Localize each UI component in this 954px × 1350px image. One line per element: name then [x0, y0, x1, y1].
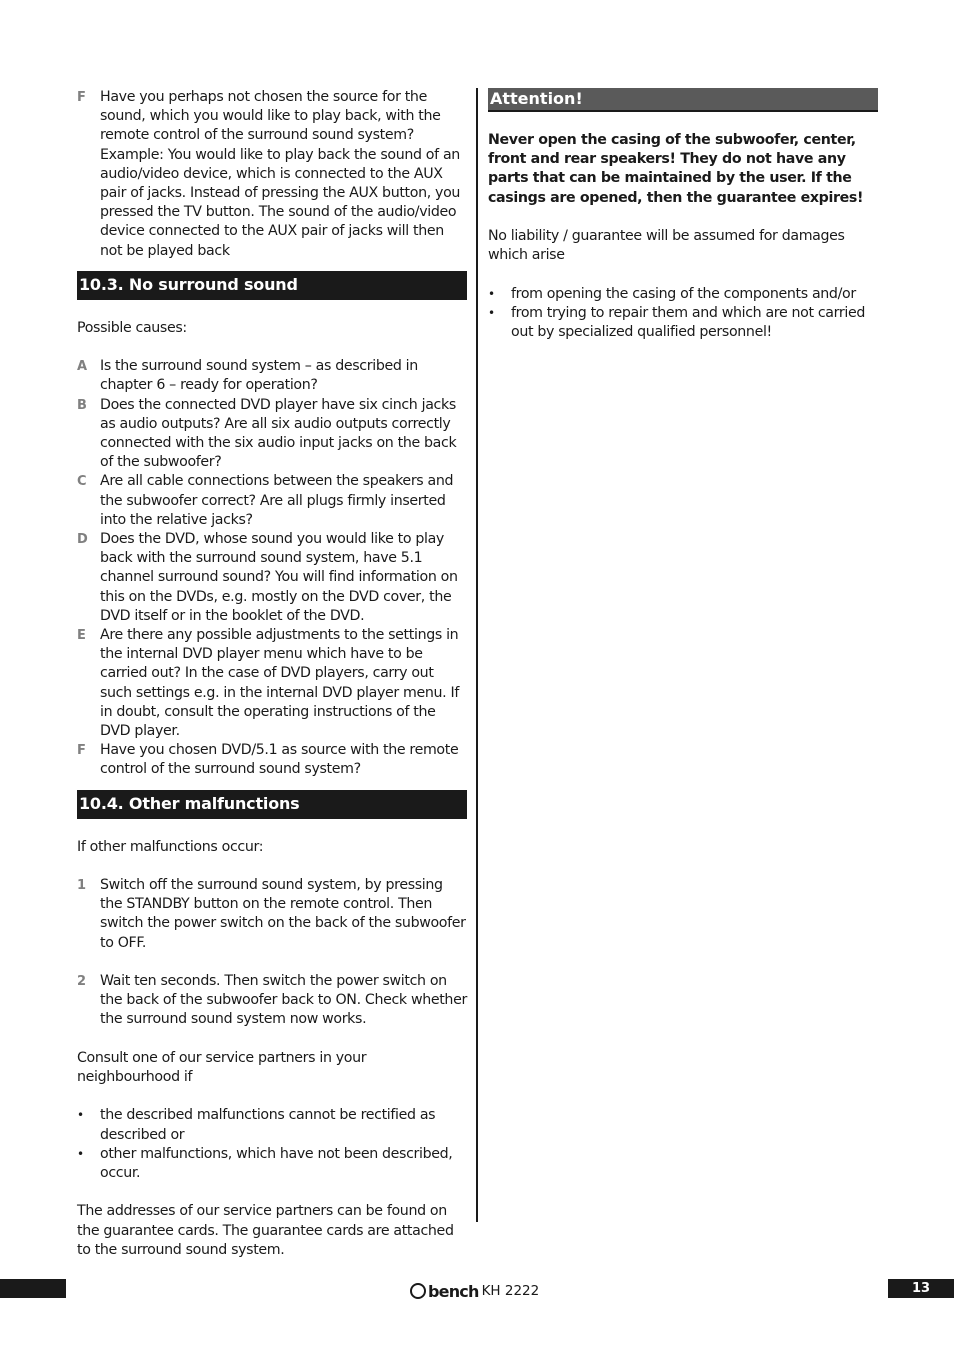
bullet-text: the described malfunctions cannot be rectified as described or: [100, 1107, 436, 1143]
list-item: [77, 741, 467, 779]
step-item: [77, 876, 467, 953]
item-text: Does the connected DVD player have six cinch jacks as audio outputs? Are all six audio outputs correctly connected with the six audio input jacks on the back of the subwoofer?: [100, 396, 457, 471]
item-label: F: [77, 90, 86, 105]
bullet-text: from opening the casing of the components and/or: [511, 285, 856, 302]
closing-paragraph: The addresses of our service partners can be found on the guarantee cards. The guarantee cards are attached to the surround sound system.: [77, 1203, 454, 1258]
bullet-icon: •: [77, 1108, 84, 1123]
bullet-item: [488, 304, 878, 342]
section-heading-10-4: 10.4. Other malfunctions: [77, 790, 467, 819]
footer-brand: [410, 1281, 539, 1301]
list-item: [77, 396, 467, 473]
bullet-item: [488, 285, 878, 304]
step-text: Switch off the surround sound system, by pressing the STANDBY button on the remote control. Then switch the power switch on the back of the subwoofer to OFF.: [100, 877, 466, 951]
section-intro: Possible causes:: [77, 319, 187, 336]
item-label: F: [77, 743, 86, 759]
brand-logo: bench: [428, 1281, 479, 1301]
bullet-item: [77, 1145, 467, 1183]
bullet-text: other malfunctions, which have not been described, occur.: [100, 1145, 453, 1182]
item-label: E: [77, 628, 86, 644]
section-heading-10-3: 10.3. No surround sound: [77, 271, 467, 300]
column-divider: [476, 88, 478, 1222]
step-number: 2: [77, 974, 86, 990]
bullet-icon: •: [488, 305, 495, 320]
item-label: B: [77, 397, 87, 413]
item-text: Have you perhaps not chosen the source for the sound, which you would like to play back, with the remote control of the surround sound system? Example: You would like to play back the sound of an audio/video device, which is connected to the AUX pair of jacks. Instead of pressing the AUX button, you pressed the TV button. The sound of the audio/video device connected to the AUX pair of jacks will then not be played back: [100, 89, 461, 259]
item-text: Does the DVD, whose sound you would like to play back with the surround sound system, have 5.1 channel surround sound? You will find information on this on the DVDs, e.g. mostly on the DVD cover, the DVD itself or in the booklet of the DVD.: [100, 531, 458, 624]
step-item: [77, 972, 467, 1030]
attention-heading: Attention!: [488, 88, 878, 112]
item-label: A: [77, 359, 87, 375]
liability-text: No liability / guarantee will be assumed for damages which arise: [488, 228, 845, 264]
bench-logo-icon: [410, 1283, 426, 1299]
list-item: [77, 472, 467, 530]
right-column: [488, 88, 878, 342]
section-intro: If other malfunctions occur:: [77, 838, 264, 855]
causes-list: [77, 357, 467, 779]
warning-text: Never open the casing of the subwoofer, center, front and rear speakers! They do not have any parts that can be maintained by the user. If the casings are opened, then the guarantee expires!: [488, 132, 864, 206]
item-text: Is the surround sound system – as described in chapter 6 – ready for operation?: [100, 358, 418, 394]
list-item: [77, 357, 467, 395]
list-item: [77, 530, 467, 626]
item-label: C: [77, 474, 87, 490]
model-number: KH 2222: [481, 1283, 540, 1299]
step-text: Wait ten seconds. Then switch the power switch on the back of the subwoofer back to ON. Check whether the surround sound system now works.: [100, 973, 467, 1028]
item-label: D: [77, 532, 88, 548]
list-item: [77, 626, 467, 741]
item-text: Have you chosen DVD/5.1 as source with the remote control of the surround sound system?: [100, 742, 459, 778]
item-text: Are all cable connections between the speakers and the subwoofer correct? Are all plugs firmly inserted into the relative jacks?: [100, 473, 454, 528]
page-number: 13: [888, 1279, 954, 1298]
step-number: 1: [77, 878, 86, 894]
left-column: [77, 88, 467, 1260]
item-text: Are there any possible adjustments to the settings in the internal DVD player menu which have to be carried out? In the case of DVD players, carry out such settings e.g. in the internal DVD player menu. If in doubt, consult the operating instructions of the DVD player.: [100, 627, 459, 740]
footer-bar: [0, 1279, 66, 1298]
bullet-text: from trying to repair them and which are not carried out by specialized qualified personnel!: [511, 304, 865, 340]
list-item: [77, 88, 467, 261]
consult-paragraph: Consult one of our service partners in your neighbourhood if: [77, 1049, 367, 1086]
bullet-icon: •: [77, 1146, 84, 1161]
bullet-icon: •: [488, 286, 495, 301]
bullet-item: [77, 1106, 467, 1144]
